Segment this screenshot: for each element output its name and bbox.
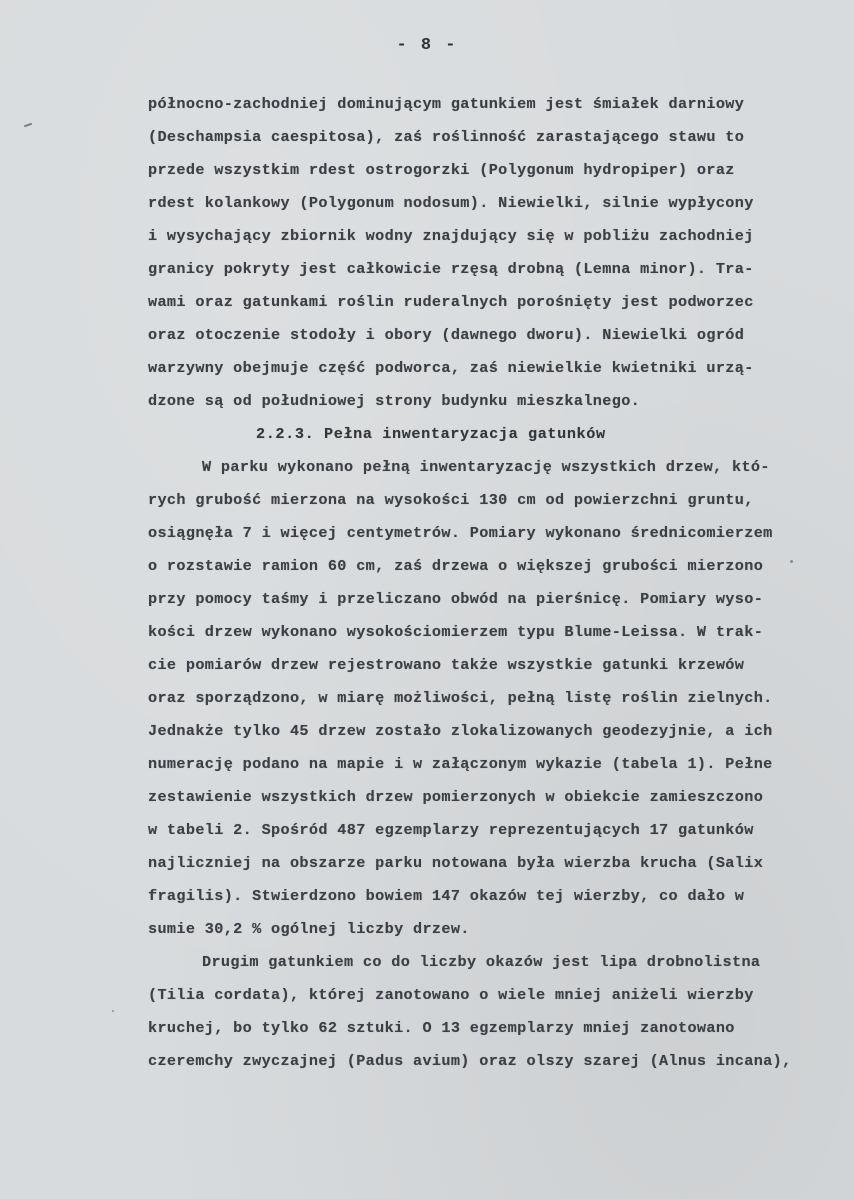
text-line: (Tilia cordata), której zanotowano o wiele mniej aniżeli wierzby [148,986,754,1004]
text-line: przede wszystkim rdest ostrogorzki (Polygonum hydropiper) oraz [148,161,735,179]
text-line: zestawienie wszystkich drzew pomierzonych w obiekcie zamieszczono [148,788,764,806]
text-line: przy pomocy taśmy i przeliczano obwód na pierśnicę. Pomiary wyso- [148,590,764,608]
text-line: rdest kolankowy (Polygonum nodosum). Niewielki, silnie wypłycony [148,194,754,212]
text-line: o rozstawie ramion 60 cm, zaś drzewa o większej grubości mierzono [148,557,764,575]
body-text [148,88,848,1078]
text-line: fragilis). Stwierdzono bowiem 147 okazów tej wierzby, co dało w [148,887,745,905]
text-line: północno-zachodniej dominującym gatunkiem jest śmiałek darniowy [148,95,745,113]
text-line: wami oraz gatunkami roślin ruderalnych porośnięty jest podworzec [148,293,754,311]
text-line: cie pomiarów drzew rejestrowano także wszystkie gatunki krzewów [148,656,745,674]
text-line: czeremchy zwyczajnej (Padus avium) oraz olszy szarej (Alnus incana), [148,1052,792,1070]
section-heading: 2.2.3. Pełna inwentaryzacja gatunków [256,425,606,443]
paragraph-3 [148,946,848,1078]
page-number: - 8 - [396,36,458,55]
text-line: (Deschampsia caespitosa), zaś roślinność zarastającego stawu to [148,128,745,146]
text-line: rych grubość mierzona na wysokości 130 cm od powierzchni gruntu, [148,491,754,509]
text-line: najliczniej na obszarze parku notowana była wierzba krucha (Salix [148,854,764,872]
text-line: Jednakże tylko 45 drzew zostało zlokalizowanych geodezyjnie, a ich [148,722,773,740]
text-line: warzywny obejmuje część podworca, zaś niewielkie kwietniki urzą- [148,359,754,377]
text-line: numerację podano na mapie i w załączonym wykazie (tabela 1). Pełne [148,755,773,773]
text-line: sumie 30,2 % ogólnej liczby drzew. [148,920,470,938]
text-line: osiągnęła 7 i więcej centymetrów. Pomiary wykonano średnicomierzem [148,524,773,542]
paragraph-2 [148,451,848,946]
text-line: Drugim gatunkiem co do liczby okazów jest lipa drobnolistna [202,953,761,971]
paragraph-1 [148,88,848,418]
text-line: i wysychający zbiornik wodny znajdujący się w pobliżu zachodniej [148,227,754,245]
paper-speck [112,1010,114,1012]
text-line: oraz otoczenie stodoły i obory (dawnego dworu). Niewielki ogród [148,326,745,344]
text-line: oraz sporządzono, w miarę możliwości, pełną listę roślin zielnych. [148,689,773,707]
text-line: kruchej, bo tylko 62 sztuki. O 13 egzemplarzy mniej zanotowano [148,1019,735,1037]
text-line: W parku wykonano pełną inwentaryzację wszystkich drzew, któ- [202,458,770,476]
text-line: dzone są od południowej strony budynku mieszkalnego. [148,392,641,410]
text-line: granicy pokryty jest całkowicie rzęsą drobną (Lemna minor). Tra- [148,260,754,278]
text-line: kości drzew wykonano wysokościomierzem typu Blume-Leissa. W trak- [148,623,764,641]
text-line: w tabeli 2. Spośród 487 egzemplarzy reprezentujących 17 gatunków [148,821,754,839]
margin-mark [24,123,32,128]
